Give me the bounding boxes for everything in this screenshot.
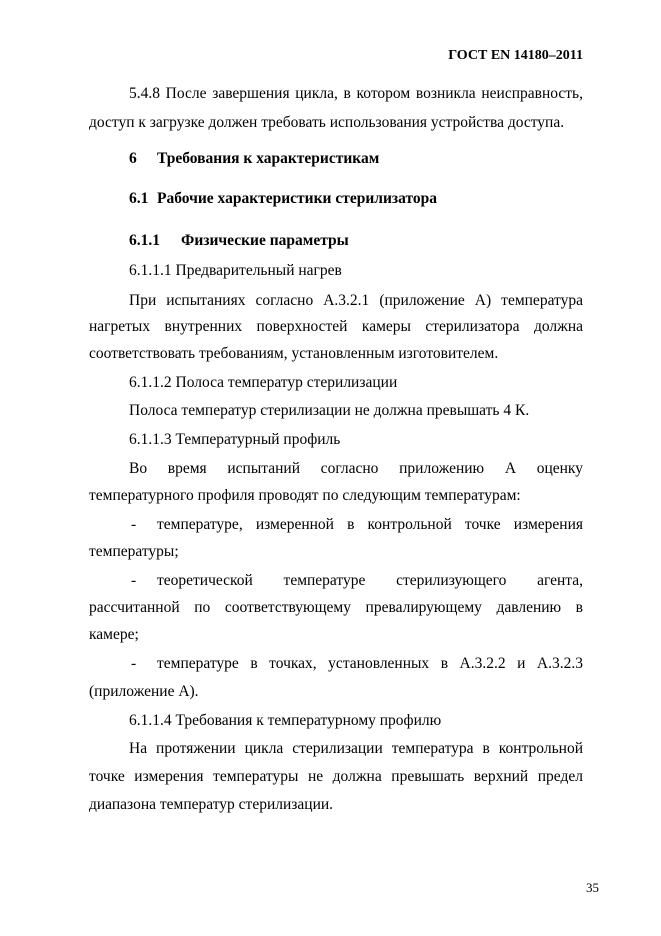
paragraph-6-1-1-3-line-1: Во время испытаний согласно приложению А оценку	[129, 460, 583, 477]
bullet-dash: -	[131, 516, 137, 533]
paragraph-5-4-8-line-1: 5.4.8 После завершения цикла, в котором возникла неисправность,	[129, 85, 583, 102]
section-number: 6.1	[129, 190, 149, 207]
subsection-6-1-1-1-heading: 6.1.1.1 Предварительный нагрев	[129, 262, 342, 279]
section-number: 6.1.1	[129, 232, 160, 249]
paragraph-6-1-1-4-line-2: точке измерения температуры не должна превышать верхний предел	[89, 768, 583, 785]
subsection-6-1-1-4-heading: 6.1.1.4 Требования к температурному профилю	[129, 712, 442, 729]
document-header: ГОСТ EN 14180–2011	[448, 48, 583, 63]
paragraph-6-1-1-1-line-3: соответствовать требованиям, установленным изготовителем.	[89, 345, 499, 362]
section-title: Физические параметры	[181, 232, 349, 249]
section-6-1-heading	[129, 190, 583, 208]
paragraph-6-1-1-1-line-2: нагретых внутренних поверхностей камеры стерилизатора должна	[89, 318, 583, 335]
bullet-2-line-2: рассчитанной по соответствующему превалирующему давлению в	[89, 599, 583, 616]
subsection-6-1-1-3-heading: 6.1.1.3 Температурный профиль	[129, 431, 341, 448]
paragraph-6-1-1-4-line-1: На протяжении цикла стерилизации температура в контрольной	[129, 740, 583, 757]
bullet-3-line-2: (приложение А).	[89, 683, 199, 700]
paragraph-5-4-8-line-2: доступ к загрузке должен требовать использования устройства доступа.	[89, 114, 565, 131]
subsection-6-1-1-2-heading: 6.1.1.2 Полоса температур стерилизации	[129, 374, 398, 391]
section-number: 6	[129, 150, 137, 167]
paragraph-6-1-1-3-line-2: температурного профиля проводят по следующим температурам:	[89, 487, 521, 504]
section-title: Требования к характеристикам	[157, 150, 380, 167]
section-6-heading	[129, 150, 583, 168]
page-number: 35	[586, 880, 599, 895]
bullet-3-line-1: температуре в точках, установленных в А.3.2.2 и А.3.2.3	[157, 655, 583, 672]
section-title: Рабочие характеристики стерилизатора	[157, 190, 437, 207]
bullet-2-line-3: камере;	[89, 626, 139, 643]
bullet-dash: -	[131, 572, 137, 589]
bullet-1-line-2: температуры;	[89, 543, 179, 560]
paragraph-6-1-1-1-line-1: При испытаниях согласно А.3.2.1 (приложение А) температура	[129, 292, 583, 309]
paragraph-6-1-1-4-line-3: диапазона температур стерилизации.	[89, 796, 334, 813]
paragraph-6-1-1-2-line-1: Полоса температур стерилизации не должна превышать 4 К.	[129, 402, 530, 419]
section-6-1-1-heading	[129, 232, 583, 250]
bullet-2-line-1: теоретической температуре стерилизующего агента,	[157, 572, 583, 589]
bullet-dash: -	[131, 655, 137, 672]
bullet-1-line-1: температуре, измеренной в контрольной точке измерения	[157, 516, 583, 533]
